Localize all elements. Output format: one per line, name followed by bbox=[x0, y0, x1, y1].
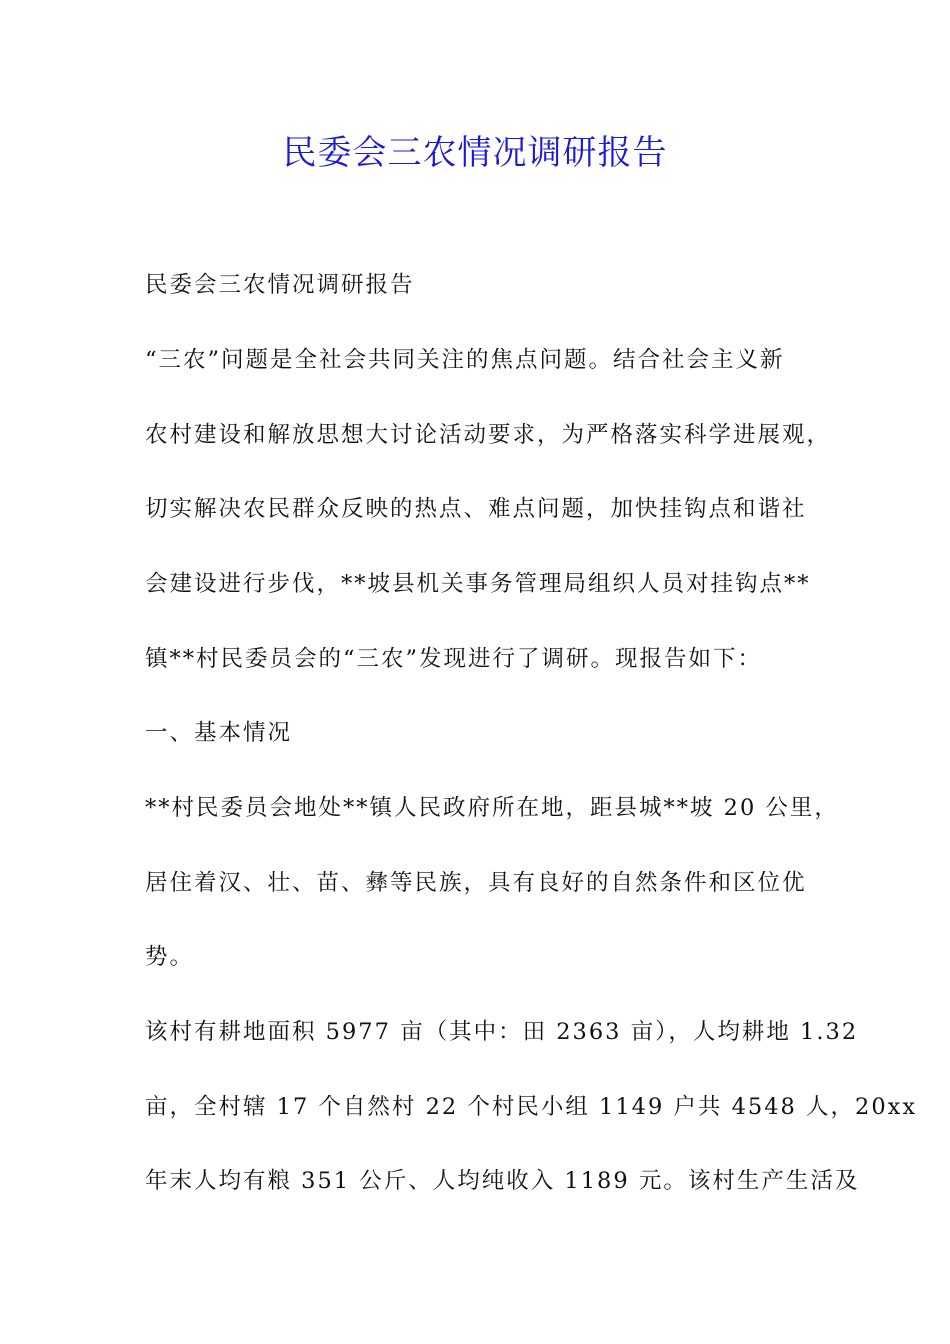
document-title: 民委会三农情况调研报告 bbox=[282, 133, 668, 173]
body-line: 居住着汉、壮、苗、彝等民族，具有良好的自然条件和区位优 bbox=[145, 870, 807, 896]
body-line: 亩，全村辖 17 个自然村 22 个村民小组 1149 户共 4548 人，20xx bbox=[145, 1094, 918, 1120]
subtitle-line: 民委会三农情况调研报告 bbox=[145, 272, 415, 298]
body-line: 年末人均有粮 351 公斤、人均纯收入 1189 元。该村生产生活及 bbox=[145, 1168, 860, 1194]
body-line: 势。 bbox=[145, 944, 195, 970]
section-heading: 一、基本情况 bbox=[145, 720, 293, 746]
body-line: **村民委员会地处**镇人民政府所在地，距县城**坡 20 公里， bbox=[145, 795, 839, 821]
body-line: 切实解决农民群众反映的热点、难点问题，加快挂钩点和谐社 bbox=[145, 496, 807, 522]
body-line: 该村有耕地面积 5977 亩（其中：田 2363 亩），人均耕地 1.32 bbox=[145, 1019, 859, 1045]
body-line: 会建设进行步伐，**坡县机关事务管理局组织人员对挂钩点** bbox=[145, 571, 811, 597]
body-line: 镇**村民委员会的“三农”发现进行了调研。现报告如下： bbox=[145, 646, 763, 672]
body-line: 农村建设和解放思想大讨论活动要求，为严格落实科学进展观， bbox=[145, 422, 832, 448]
body-line: “三农”问题是全社会共同关注的焦点问题。结合社会主义新 bbox=[145, 347, 785, 373]
